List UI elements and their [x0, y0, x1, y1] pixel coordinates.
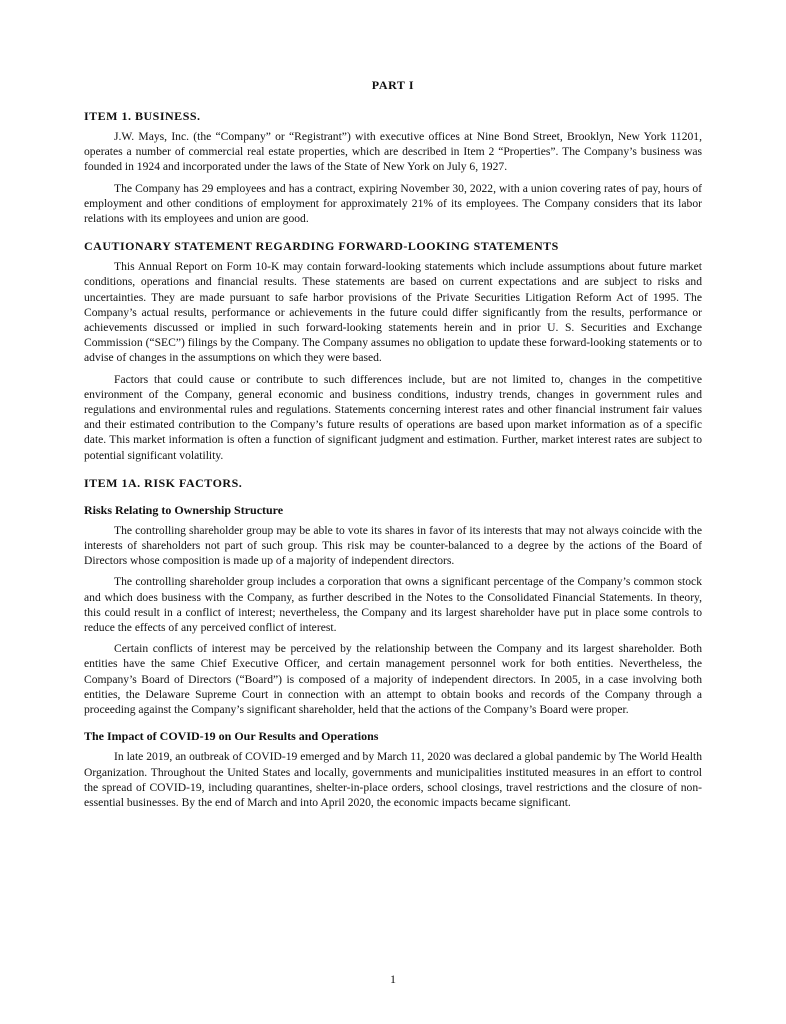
- item1-paragraph: The Company has 29 employees and has a contract, expiring November 30, 2022, with a union covering rates of pay, hours of employment and other conditions of employment for approximately 21% of its employees. The Company considers that its labor relations with its employees and union are good.: [84, 181, 702, 226]
- cautionary-paragraph: This Annual Report on Form 10-K may contain forward-looking statements which include assumptions about future market conditions, operations and financial results. These statements are based on current expectations and are subject to risks and uncertainties. They are made pursuant to safe harbor provisions of the Private Securities Litigation Reform Act of 1995. The Company’s actual results, performance or achievements in the future could differ significantly from the results, performance or achievements discussed or implied in such forward-looking statements herein and in prior U. S. Securities and Exchange Commission (“SEC”) filings by the Company. The Company assumes no obligation to update these forward-looking statements or to advise of changes in the assumptions on which they were based.: [84, 260, 702, 365]
- covid-heading: The Impact of COVID-19 on Our Results and Operations: [84, 729, 379, 744]
- part-title: PART I: [371, 78, 415, 92]
- cautionary-heading: CAUTIONARY STATEMENT REGARDING FORWARD-LOOKING STATEMENTS: [84, 239, 559, 254]
- page-number: 1: [390, 972, 396, 986]
- covid-paragraph: In late 2019, an outbreak of COVID-19 emerged and by March 11, 2020 was declared a global pandemic by The World Health Organization. Throughout the United States and locally, governments and municipalities instituted measures in an effort to control the spread of COVID-19, including quarantines, shelter-in-place orders, school closings, travel restrictions and the closure of non-essential businesses. By the end of March and into April 2020, the economic impacts became significant.: [84, 750, 702, 809]
- ownership-paragraph: The controlling shareholder group includes a corporation that owns a significant percentage of the Company’s common stock and which does business with the Company, as further described in the Notes to the Consolidated Financial Statements. In theory, this could result in a conflict of interest; nevertheless, the Company and its largest shareholder have put in place some controls to reduce the effects of any perceived conflict of interest.: [84, 575, 702, 635]
- cautionary-paragraph: Factors that could cause or contribute to such differences include, but are not limited to, changes in the competitive environment of the Company, general economic and business conditions, industry trends, changes in government rules and regulations and environmental rules and regulations. Statements concerning interest rates and other financial instrument fair values and their estimated contribution to the Company’s future results of operations are based upon market information as of a specific date. This market information is often a function of significant judgment and estimation. Further, market interest rates are subject to potential significant volatility.: [84, 372, 702, 462]
- ownership-paragraph: The controlling shareholder group may be able to vote its shares in favor of its interests that may not always coincide with the interests of shareholders not part of such group. This risk may be counter-balanced to a degree by the actions of the Board of Directors whose composition is made up of a majority of independent directors.: [84, 523, 702, 568]
- item1-heading: ITEM 1. BUSINESS.: [84, 109, 201, 123]
- item1a-heading: ITEM 1A. RISK FACTORS.: [84, 475, 243, 490]
- ownership-heading: Risks Relating to Ownership Structure: [84, 502, 284, 517]
- item1-paragraph: J.W. Mays, Inc. (the “Company” or “Registrant”) with executive offices at Nine Bond Street, Brooklyn, New York 11201, operates a number of commercial real estate properties, which are described in Item 2 “Properties”. The Company’s business was founded in 1924 and incorporated under the laws of the State of New York on July 6, 1927.: [84, 130, 702, 174]
- ownership-paragraph: Certain conflicts of interest may be perceived by the relationship between the Company and its largest shareholder. Both entities have the same Chief Executive Officer, and certain management personnel work for both entities. Nevertheless, the Company’s Board of Directors (“Board”) is composed of a majority of independent directors. In 2005, in a case involving both entities, the Delaware Supreme Court in connection with an attempt to obtain books and records of the Company through a proceeding against the Company’s significant shareholder, held that the actions of the Company’s Board were proper.: [84, 642, 702, 717]
